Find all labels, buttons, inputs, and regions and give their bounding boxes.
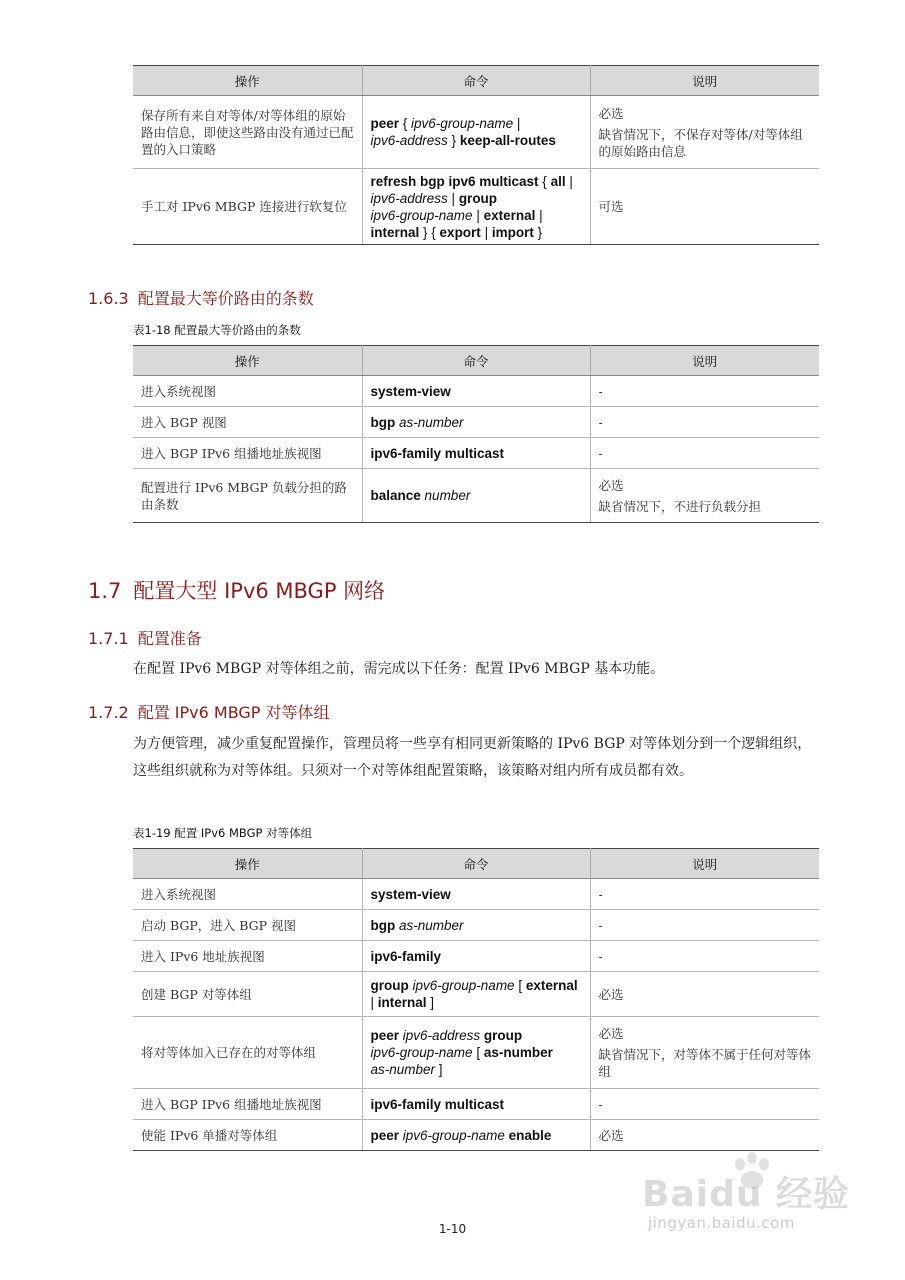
header-description: 说明 xyxy=(590,66,819,96)
table-header-row xyxy=(133,346,819,376)
section-number: 1.7.2 xyxy=(88,703,129,722)
table-row xyxy=(133,972,819,1017)
operation-cell: 配置进行 IPv6 MBGP 负载分担的路由条数 xyxy=(133,469,362,523)
table-caption-1-18: 表1-18 配置最大等价路由的条数 xyxy=(133,323,301,337)
header-description: 说明 xyxy=(590,849,819,879)
watermark-logo: Baidu 经验 xyxy=(642,1174,851,1215)
command-table-1-19 xyxy=(133,848,819,1151)
operation-cell: 进入 BGP IPv6 组播地址族视图 xyxy=(133,438,362,469)
table-caption-1-19: 表1-19 配置 IPv6 MBGP 对等体组 xyxy=(133,826,313,840)
header-description: 说明 xyxy=(590,346,819,376)
command-argument: as-number xyxy=(399,414,464,430)
command-keyword: peer xyxy=(370,1127,400,1143)
command-keyword: bgp xyxy=(370,917,396,933)
command-keyword: external xyxy=(483,207,536,223)
description-cell: - xyxy=(590,438,819,469)
command-argument: ipv6-address xyxy=(402,1028,481,1043)
table-header-row xyxy=(133,66,819,96)
operation-cell: 创建 BGP 对等体组 xyxy=(133,972,362,1017)
section-title: 配置准备 xyxy=(137,629,202,648)
operation-cell: 启动 BGP，进入 BGP 视图 xyxy=(133,910,362,941)
command-keyword: external xyxy=(525,978,578,993)
watermark-url: jingyan.baidu.com xyxy=(648,1214,795,1232)
table-row xyxy=(133,169,819,245)
operation-cell: 使能 IPv6 单播对等体组 xyxy=(133,1120,362,1151)
description-cell: - xyxy=(590,879,819,910)
header-command: 命令 xyxy=(362,66,590,96)
command-keyword: group xyxy=(370,978,409,993)
command-keyword: peer xyxy=(370,116,400,131)
command-keyword: keep-all-routes xyxy=(459,133,556,148)
section-title: 配置 IPv6 MBGP 对等体组 xyxy=(137,703,330,722)
command-cell xyxy=(362,1089,590,1120)
paragraph-prerequisite: 在配置 IPv6 MBGP 对等体组之前，需完成以下任务：配置 IPv6 MBGP 基本功能。 xyxy=(133,661,665,677)
operation-cell: 进入系统视图 xyxy=(133,879,362,910)
command-keyword: balance xyxy=(370,488,421,503)
section-heading-1-7 xyxy=(88,575,385,605)
operation-cell: 进入 BGP IPv6 组播地址族视图 xyxy=(133,1089,362,1120)
command-keyword: peer xyxy=(370,1028,400,1043)
command-argument: ipv6-group-name xyxy=(370,1045,473,1060)
table-row xyxy=(133,1089,819,1120)
table-row xyxy=(133,910,819,941)
section-heading-1-6-3 xyxy=(88,286,314,309)
header-operation: 操作 xyxy=(133,66,362,96)
description-cell: 必选 xyxy=(590,972,819,1017)
table-row xyxy=(133,376,819,407)
description-required: 可选 xyxy=(598,199,624,214)
table-header-row xyxy=(133,849,819,879)
operation-cell: 保存所有来自对等体/对等体组的原始路由信息，即使这些路由没有通过已配置的入口策略 xyxy=(133,96,362,169)
description-cell xyxy=(590,96,819,169)
command-cell: peer ipv6-address group ipv6-group-name [ as-number as-number ] xyxy=(362,1017,590,1089)
command-argument: ipv6-group-name xyxy=(411,116,514,131)
command-argument: ipv6-group-name xyxy=(402,1127,505,1143)
header-command: 命令 xyxy=(362,849,590,879)
command-argument: as-number xyxy=(370,1062,436,1077)
description-cell: - xyxy=(590,941,819,972)
description-required: 必选 xyxy=(598,1026,624,1041)
command-keyword: as-number xyxy=(483,1045,553,1060)
command-table-1-18 xyxy=(133,345,819,523)
command-argument: ipv6-address xyxy=(370,190,448,206)
section-number: 1.7 xyxy=(88,579,122,603)
command-cell xyxy=(362,407,590,438)
section-title: 配置最大等价路由的条数 xyxy=(137,289,314,308)
description-cell xyxy=(590,169,819,245)
table-row xyxy=(133,96,819,169)
description-cell: - xyxy=(590,407,819,438)
command-cell xyxy=(362,941,590,972)
operation-cell: 手工对 IPv6 MBGP 连接进行软复位 xyxy=(133,169,362,245)
table-row xyxy=(133,879,819,910)
operation-cell: 进入系统视图 xyxy=(133,376,362,407)
command-keyword: refresh bgp ipv6 multicast xyxy=(370,173,539,189)
table-row xyxy=(133,469,819,523)
description-cell: - xyxy=(590,376,819,407)
command-cell xyxy=(362,438,590,469)
command-table-peer-options xyxy=(133,65,819,245)
command-keyword: system-view xyxy=(370,383,451,399)
command-keyword: ipv6-family multicast xyxy=(370,1096,505,1112)
section-title: 配置大型 IPv6 MBGP 网络 xyxy=(133,579,386,603)
operation-cell: 将对等体加入已存在的对等体组 xyxy=(133,1017,362,1089)
section-number: 1.6.3 xyxy=(88,289,129,308)
description-default: 缺省情况下，对等体不属于任何对等体组 xyxy=(598,1047,812,1079)
command-cell xyxy=(362,910,590,941)
operation-cell: 进入 BGP 视图 xyxy=(133,407,362,438)
page-number: 1-10 xyxy=(438,1222,467,1236)
command-keyword: internal xyxy=(370,224,420,240)
command-keyword: group xyxy=(458,190,498,206)
command-cell xyxy=(362,879,590,910)
table-row xyxy=(133,407,819,438)
description-required: 必选 xyxy=(598,477,624,493)
paragraph-peer-group-intro: 为方便管理，减少重复配置操作，管理员将一些享有相同更新策略的 IPv6 BGP 对等体划分到一个逻辑组织，这些组织就称为对等体组。只须对一个对等体组配置策略，该策略对组内所有成员都有效。 xyxy=(133,736,812,779)
command-cell: peer { ipv6-group-name | ipv6-address } keep-all-routes xyxy=(362,96,590,169)
command-argument: ipv6-group-name xyxy=(412,978,515,993)
command-keyword: ipv6-family xyxy=(370,948,442,964)
command-cell: refresh bgp ipv6 multicast { all | ipv6-address | group ipv6-group-name | external | internal } { export | import } xyxy=(362,169,590,245)
command-keyword: group xyxy=(483,1028,523,1043)
description-default: 缺省情况下，不进行负载分担 xyxy=(598,498,762,514)
section-heading-1-7-2 xyxy=(88,700,330,723)
header-operation: 操作 xyxy=(133,346,362,376)
header-command: 命令 xyxy=(362,346,590,376)
command-keyword: all xyxy=(550,173,566,189)
command-argument: ipv6-address xyxy=(370,133,448,148)
description-cell: 必选 xyxy=(590,1120,819,1151)
description-default: 缺省情况下，不保存对等体/对等体组的原始路由信息 xyxy=(598,126,803,159)
command-keyword: ipv6-family multicast xyxy=(370,445,505,461)
description-cell: - xyxy=(590,1089,819,1120)
command-argument: ipv6-group-name xyxy=(370,207,473,223)
description-cell xyxy=(590,1017,819,1089)
table-row xyxy=(133,941,819,972)
description-cell: - xyxy=(590,910,819,941)
command-cell xyxy=(362,376,590,407)
operation-cell: 进入 IPv6 地址族视图 xyxy=(133,941,362,972)
command-keyword: internal xyxy=(377,995,427,1010)
description-cell xyxy=(590,469,819,523)
section-number: 1.7.1 xyxy=(88,629,129,648)
command-keyword: system-view xyxy=(370,886,451,902)
header-operation: 操作 xyxy=(133,849,362,879)
table-row xyxy=(133,438,819,469)
description-required: 必选 xyxy=(598,105,624,121)
command-keyword: import xyxy=(491,224,534,240)
command-argument: as-number xyxy=(399,917,464,933)
command-keyword: bgp xyxy=(370,414,396,430)
command-cell xyxy=(362,469,590,523)
section-heading-1-7-1 xyxy=(88,626,202,649)
command-argument: number xyxy=(424,488,471,503)
command-cell: group ipv6-group-name [ external | internal ] xyxy=(362,972,590,1017)
command-keyword: enable xyxy=(508,1127,552,1143)
command-keyword: export xyxy=(439,224,481,240)
table-row xyxy=(133,1120,819,1151)
table-row xyxy=(133,1017,819,1089)
command-cell xyxy=(362,1120,590,1151)
